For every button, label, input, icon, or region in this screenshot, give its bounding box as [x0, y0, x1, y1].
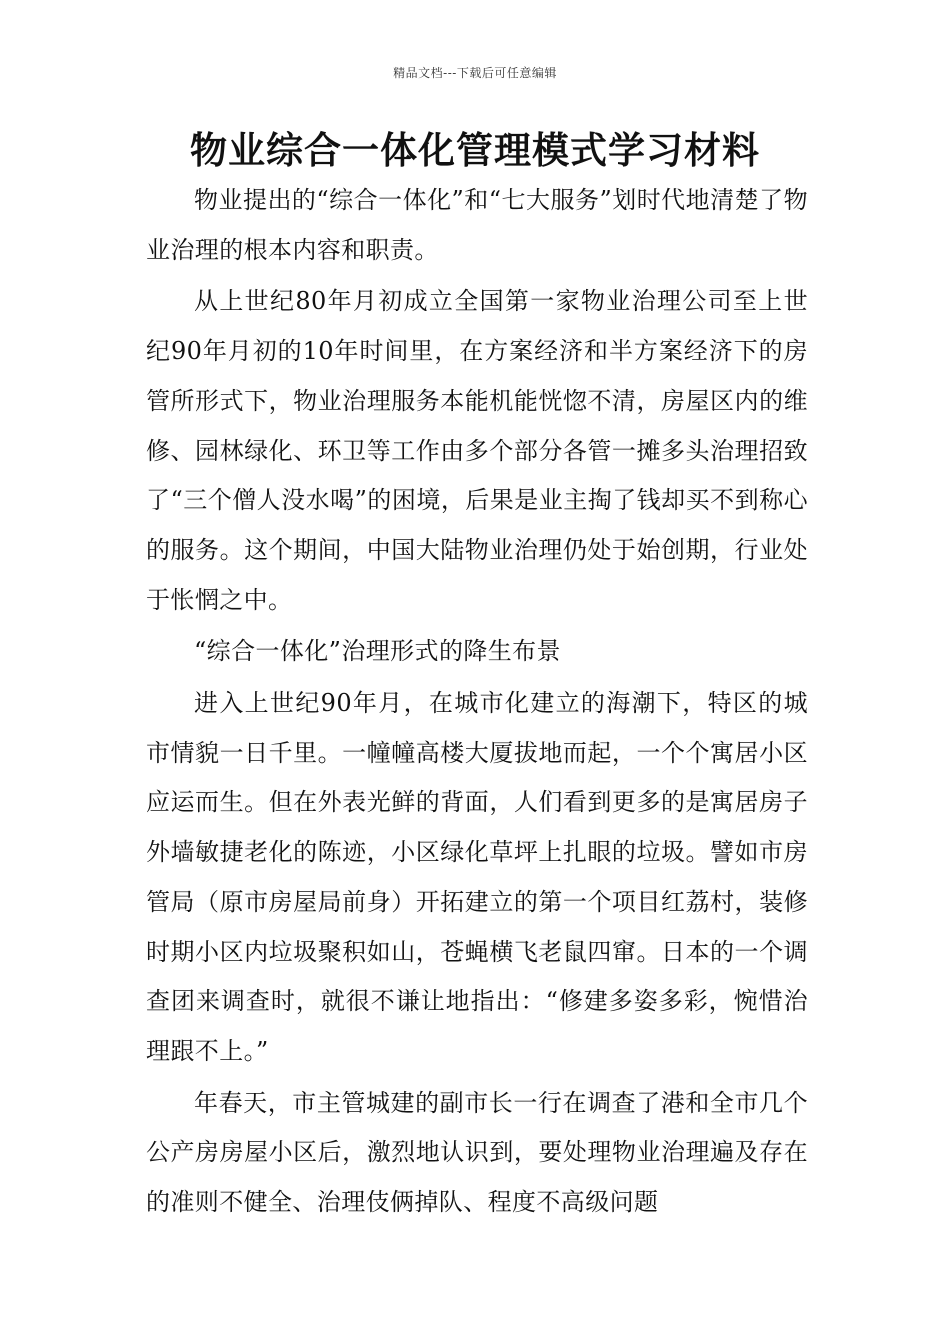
paragraph-1: 物业提出的“综合一体化”和“七大服务”划时代地清楚了物业治理的根本内容和职责。: [146, 186, 808, 264]
paragraph-3-heading: “综合一体化”治理形式的降生布景: [194, 637, 561, 666]
paragraph-4: 进入上世纪90年月，在城市化建立的海潮下，特区的城市情貌一日千里。一幢幢高楼大厦拔地而起，一个个寓居小区应运而生。但在外表光鲜的背面，人们看到更多的是寓居房子外墙敏捷老化的陈迹，小区绿化草坪上扎眼的垃圾。譬如市房管局（原市房屋局前身）开拓建立的第一个项目红荔村，装修时期小区内垃圾聚积如山，苍蝇横飞老鼠四窜。日本的一个调查团来调查时，就很不谦让地指出：“修建多姿多彩，惋惜治理跟不上。”: [146, 689, 808, 1065]
paragraph-2: 从上世纪80年月初成立全国第一家物业治理公司至上世纪90年月初的10年时间里，在方案经济和半方案经济下的房管所形式下，物业治理服务本能机能恍惚不清，房屋区内的维修、园林绿化、环卫等工作由多个部分各管一摊多头治理招致了“三个僧人没水喝”的困境，后果是业主掏了钱却买不到称心的服务。这个期间，中国大陆物业治理仍处于始创期，行业处于怅惘之中。: [146, 287, 808, 614]
document-title: 物业综合一体化管理模式学习材料: [190, 129, 760, 172]
paragraph-5: 年春天，市主管城建的副市长一行在调查了港和全市几个公产房房屋小区后，激烈地认识到，要处理物业治理遍及存在的准则不健全、治理伎俩掉队、程度不高级问题: [146, 1088, 808, 1217]
document-body: [146, 176, 808, 1228]
header-note: 精品文档---下载后可任意编辑: [393, 66, 557, 80]
